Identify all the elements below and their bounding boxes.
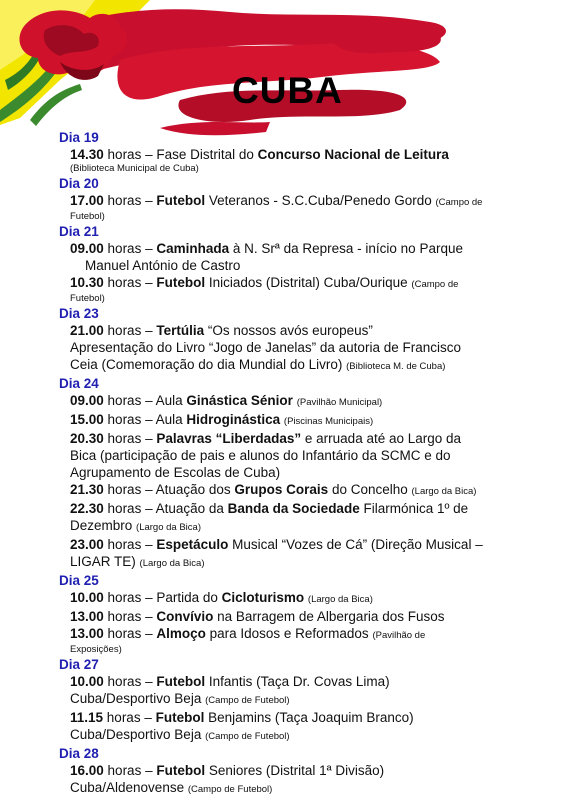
event-text: Dezembro	[70, 518, 137, 533]
event-highlight: Convívio	[156, 609, 214, 624]
event-time-unit: horas –	[103, 674, 157, 689]
event-continuation	[70, 553, 549, 572]
event-text: Cuba/Desportivo Beja	[70, 691, 206, 706]
event-time: 10.00	[70, 674, 104, 689]
event-entry	[70, 392, 549, 411]
day-heading: Dia 21	[59, 224, 99, 239]
event-continuation	[70, 726, 549, 745]
event-entry	[70, 430, 549, 481]
event-highlight: Ginástica Sénior	[186, 393, 293, 408]
event-text: Aula	[155, 412, 187, 427]
event-entry	[70, 481, 549, 500]
event-time: 14.30	[70, 147, 104, 162]
event-location: (Pavilhão de	[372, 630, 426, 641]
event-text: para Idosos e Reformados	[205, 626, 373, 641]
event-location: (Campo de	[435, 197, 483, 208]
day-heading: Dia 19	[59, 130, 99, 145]
event-location: (Largo da Bica)	[136, 522, 201, 533]
event-time: 10.00	[70, 590, 104, 605]
event-highlight: Caminhada	[156, 241, 230, 256]
event-time: 22.30	[70, 501, 104, 516]
event-location: (Largo da Bica)	[139, 558, 205, 569]
day-heading: Dia 25	[59, 573, 99, 588]
event-time: 21.30	[70, 482, 104, 497]
event-text: do Concelho	[328, 482, 412, 497]
event-text: “Os nossos avós europeus”	[204, 323, 373, 338]
event-highlight: Futebol	[155, 710, 205, 725]
day-heading: Dia 20	[59, 176, 99, 191]
event-text: Atuação dos	[155, 482, 235, 497]
event-location: (Campo de	[411, 279, 459, 290]
event-highlight: Palavras “Liberdadas”	[156, 431, 302, 446]
event-continuation	[70, 690, 549, 709]
event-time: 23.00	[70, 537, 104, 552]
event-time-unit: horas –	[103, 412, 156, 427]
event-highlight: Espetáculo	[156, 537, 229, 552]
event-entry	[70, 322, 549, 375]
event-entry	[70, 192, 549, 223]
event-text: Filarmónica 1º de	[359, 501, 469, 516]
event-time-unit: horas –	[103, 537, 157, 552]
event-entry	[70, 240, 549, 274]
event-location: Exposições)	[70, 644, 122, 655]
event-entry	[70, 274, 549, 305]
event-entry	[70, 673, 549, 709]
event-entry	[70, 500, 549, 536]
event-time-unit: horas –	[103, 501, 156, 516]
event-time: 20.30	[70, 431, 104, 446]
event-entry	[70, 762, 549, 798]
event-time: 09.00	[70, 241, 104, 256]
event-time: 13.00	[70, 626, 104, 641]
day-heading: Dia 27	[59, 657, 99, 672]
event-highlight: Futebol	[156, 275, 206, 290]
event-text: Atuação da	[155, 501, 228, 516]
event-highlight: Banda da Sociedade	[227, 501, 360, 516]
event-highlight: Concurso Nacional de Leitura	[257, 147, 449, 162]
event-continuation	[70, 447, 549, 464]
event-text: Benjamins (Taça Joaquim Branco)	[204, 710, 414, 725]
event-text: Fase Distrital do	[156, 147, 258, 162]
event-text: Musical “Vozes de Cá” (Direção Musical –	[228, 537, 483, 552]
event-highlight: Tertúlia	[156, 323, 205, 338]
event-time-unit: horas –	[103, 763, 157, 778]
event-text: Aula	[155, 393, 187, 408]
event-text: à N. Srª da Represa - início no Parque	[229, 241, 463, 256]
event-highlight: Almoço	[156, 626, 206, 641]
event-highlight: Futebol	[156, 193, 206, 208]
event-time-unit: horas –	[103, 147, 157, 162]
event-text: Apresentação do Livro “Jogo de Janelas” da autoria de Francisco	[70, 340, 461, 355]
event-highlight: Hidroginástica	[186, 412, 281, 427]
event-location: (Campo de Futebol)	[187, 784, 273, 795]
day-heading: Dia 24	[59, 376, 99, 391]
event-time: 13.00	[70, 609, 104, 624]
event-time: 10.30	[70, 275, 104, 290]
event-continuation	[70, 517, 549, 536]
event-time-unit: horas –	[103, 323, 157, 338]
event-entry	[70, 589, 549, 608]
event-text: Bica (participação de pais e alunos do Infantário da SCMC e do	[70, 448, 451, 463]
event-text: na Barragem de Albergaria dos Fusos	[213, 609, 445, 624]
event-time-unit: horas –	[103, 482, 156, 497]
event-time-unit: horas –	[103, 275, 157, 290]
event-text: Agrupamento de Escolas de Cuba)	[70, 465, 281, 480]
event-text: Partida do	[156, 590, 222, 605]
event-text: LIGAR TE)	[70, 554, 140, 569]
event-location: (Biblioteca Municipal de Cuba)	[70, 163, 199, 174]
event-time-unit: horas –	[103, 710, 156, 725]
event-text: Cuba/Aldenovense	[70, 780, 188, 795]
event-entry	[70, 146, 549, 175]
event-location: (Piscinas Municipais)	[283, 416, 374, 427]
event-continuation	[70, 779, 549, 798]
event-time-unit: horas –	[103, 241, 157, 256]
event-highlight: Cicloturismo	[221, 590, 305, 605]
day-heading: Dia 28	[59, 746, 99, 761]
event-location: Futebol)	[70, 211, 105, 222]
event-time-unit: horas –	[103, 626, 157, 641]
event-text: Seniores (Distrital 1ª Divisão)	[205, 763, 385, 778]
event-time: 21.00	[70, 323, 104, 338]
day-heading: Dia 23	[59, 306, 99, 321]
events-schedule	[59, 129, 549, 798]
event-text: Ceia (Comemoração do dia Mundial do Livro)	[70, 357, 347, 372]
event-continuation	[70, 257, 549, 274]
event-text: Iniciados (Distrital) Cuba/Ourique	[205, 275, 412, 290]
event-time: 11.15	[70, 710, 104, 725]
event-time-unit: horas –	[103, 193, 157, 208]
event-time-unit: horas –	[103, 609, 157, 624]
event-text: e arruada até ao Largo da	[301, 431, 462, 446]
event-time-unit: horas –	[103, 393, 156, 408]
event-location: (Campo de Futebol)	[205, 731, 290, 742]
event-location: (Campo de Futebol)	[205, 695, 290, 706]
event-location: (Largo da Bica)	[411, 486, 477, 497]
event-text: Infantis (Taça Dr. Covas Lima)	[205, 674, 390, 689]
event-time-unit: horas –	[103, 590, 157, 605]
event-time: 09.00	[70, 393, 104, 408]
event-location: (Pavilhão Municipal)	[296, 397, 383, 408]
event-text: Cuba/Desportivo Beja	[70, 727, 206, 742]
event-location: (Largo da Bica)	[307, 594, 373, 605]
event-continuation	[70, 464, 549, 481]
event-continuation	[70, 339, 549, 356]
event-highlight: Grupos Corais	[234, 482, 329, 497]
event-highlight: Futebol	[156, 763, 206, 778]
event-time: 17.00	[70, 193, 104, 208]
event-entry	[70, 625, 549, 656]
event-time-unit: horas –	[103, 431, 157, 446]
event-text: Manuel António de Castro	[85, 258, 241, 273]
event-continuation	[70, 356, 549, 375]
event-time: 16.00	[70, 763, 104, 778]
event-text: Veteranos - S.C.Cuba/Penedo Gordo	[205, 193, 436, 208]
event-entry	[70, 608, 549, 625]
event-entry	[70, 411, 549, 430]
event-location: Futebol)	[70, 293, 105, 304]
page-title: CUBA	[232, 70, 343, 111]
event-entry	[70, 536, 549, 572]
event-time: 15.00	[70, 412, 104, 427]
event-highlight: Futebol	[156, 674, 206, 689]
event-entry	[70, 709, 549, 745]
event-location: (Biblioteca M. de Cuba)	[346, 361, 446, 372]
